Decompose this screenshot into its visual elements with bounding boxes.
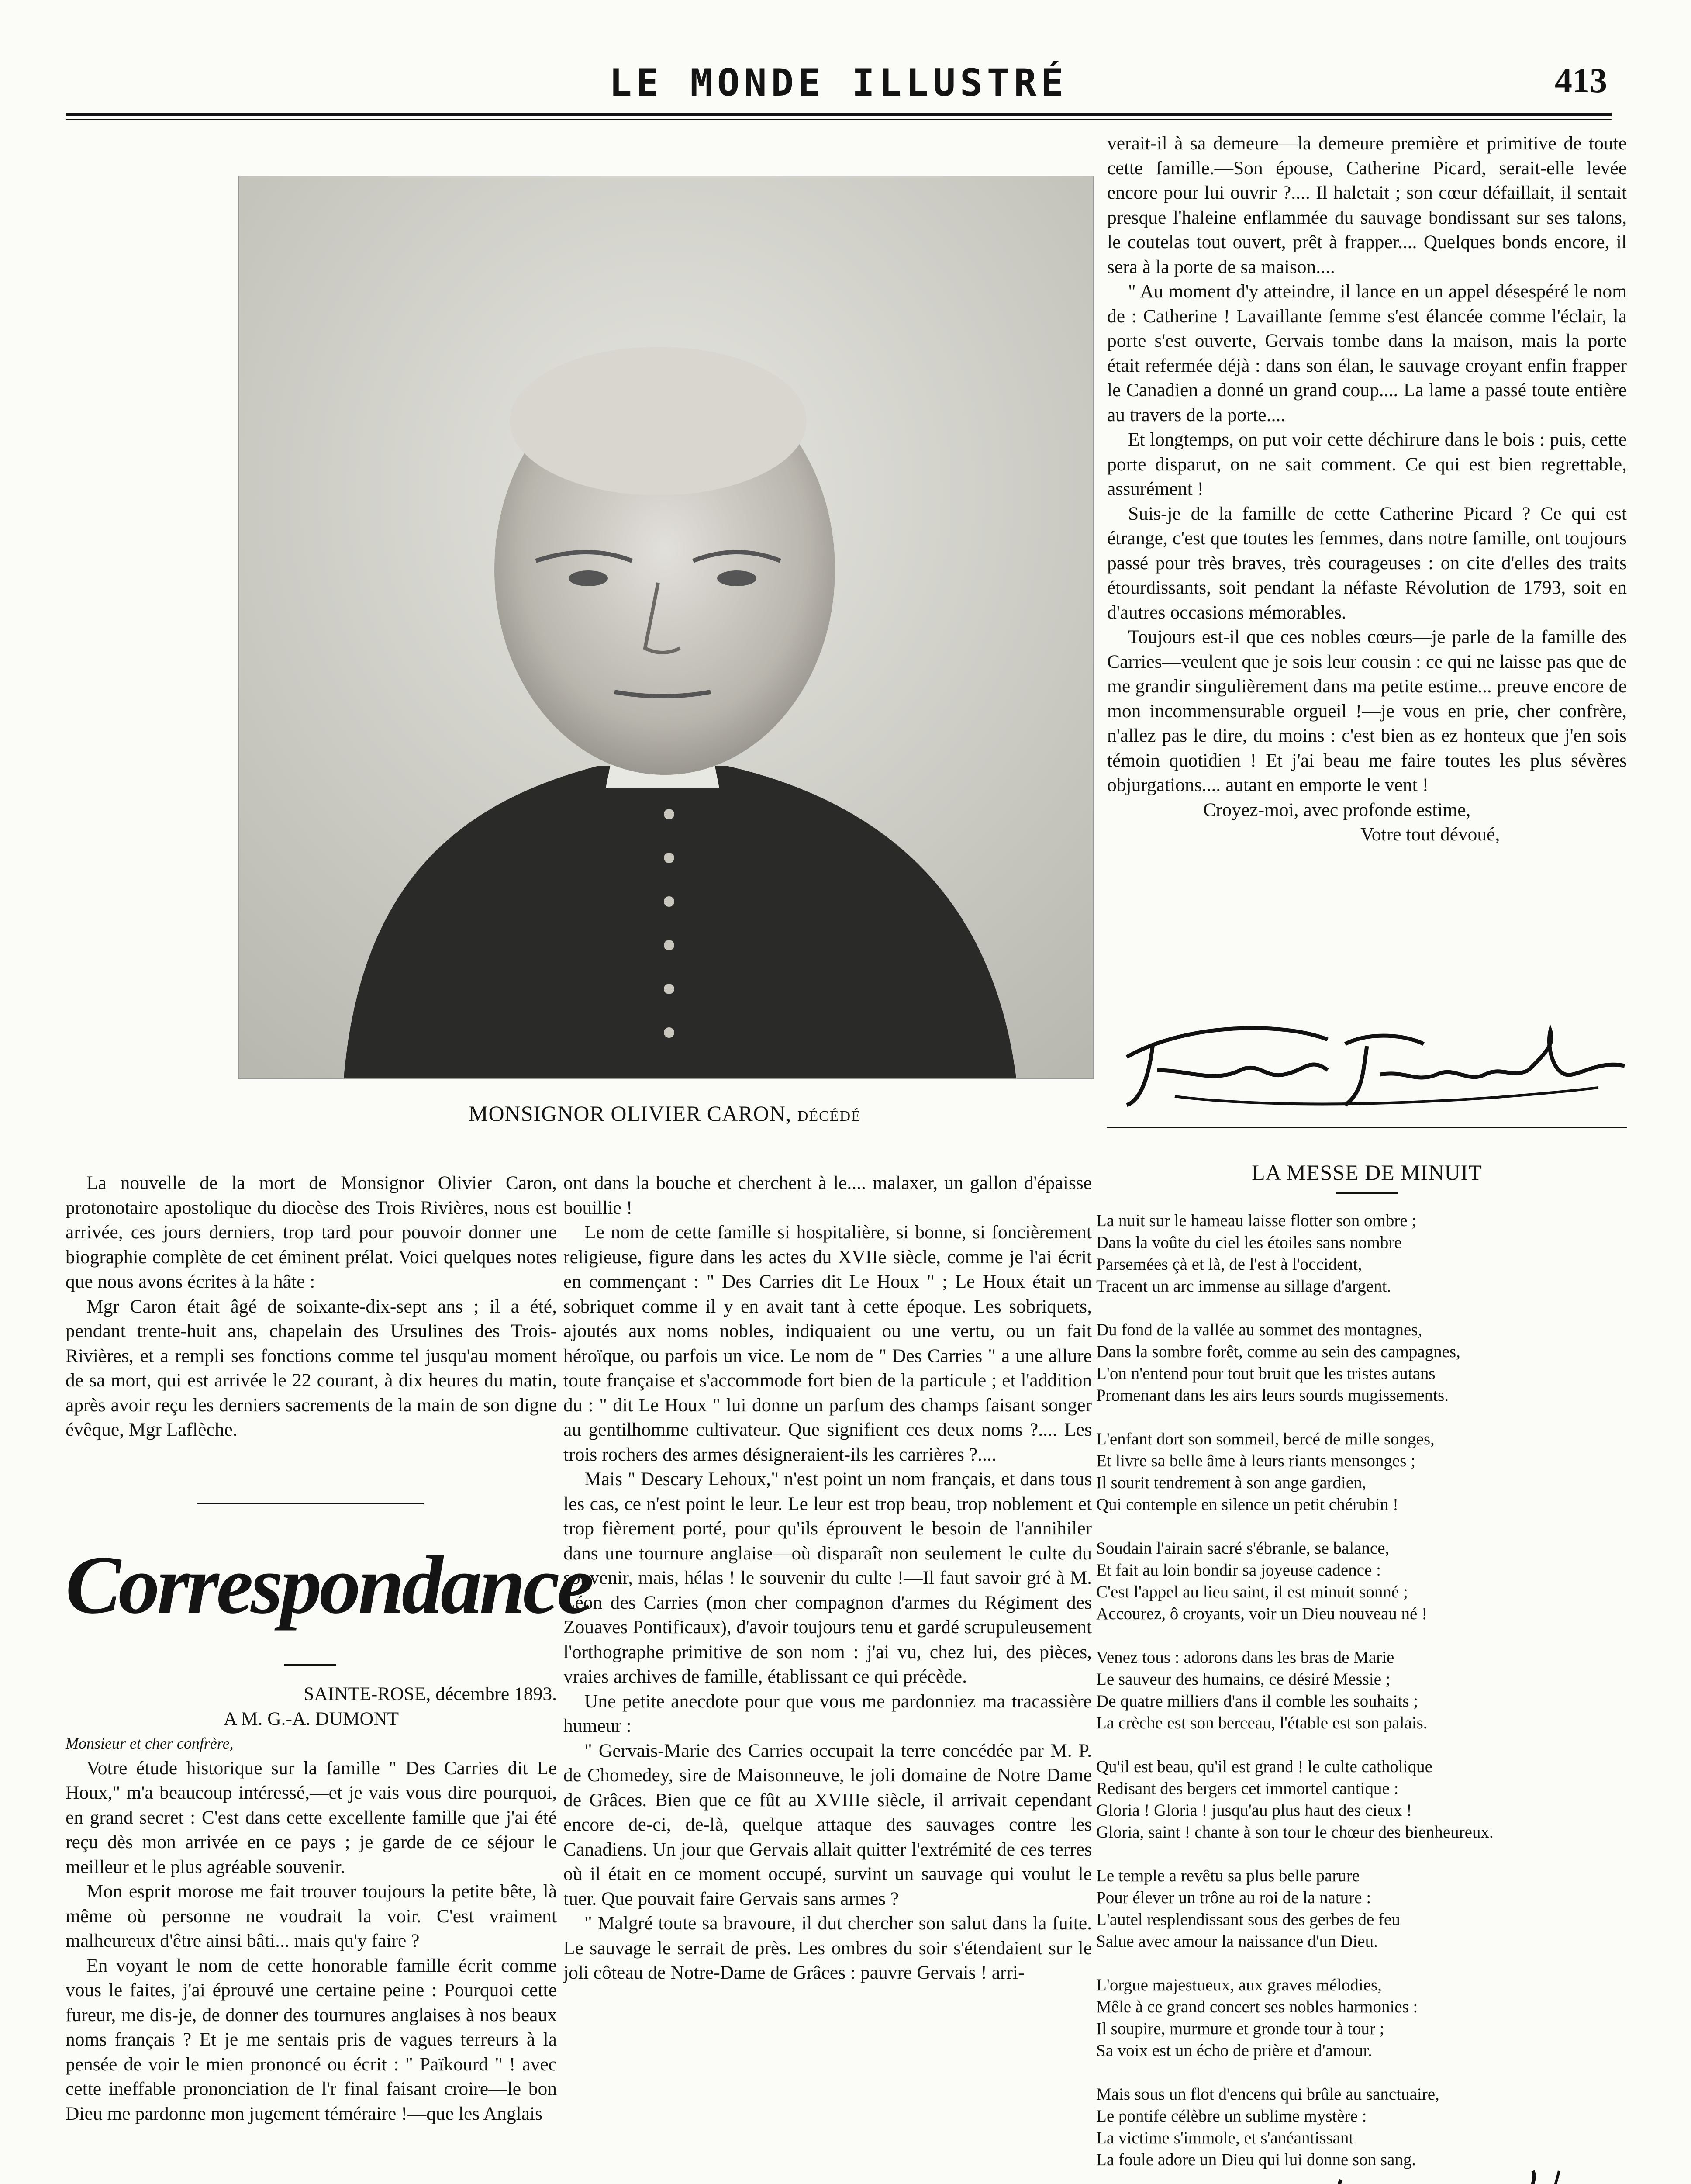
heading-underline — [284, 1664, 336, 1666]
poem-line: Et fait au loin bondir sa joyeuse cadence : — [1096, 1561, 1381, 1579]
closing-line: Croyez-moi, avec profonde estime, — [1203, 799, 1471, 820]
signature-mayrand — [1323, 2153, 1568, 2184]
letter-paragraph: " Gervais-Marie des Carries occupait la terre concédée par M. P. de Chomedey, sire de Maisonneuve, le joli domaine de Notre Dame de Grâces. Bien que ce fût au XVIIIe siècle, il arrivait cependant encore de-ci, de-là, quelque attaque des sauvages contre les Canadiens. Un jour que Gervais allait quitter l'extrémité de ces terres où il était en ce moment occupé, survint un sauvage qui voulut le tuer. Que pouvait faire Gervais sans armes ? — [563, 1740, 1092, 1909]
poem-line: Le sauveur des humains, ce désiré Messie ; — [1096, 1670, 1391, 1689]
poem-line: L'on n'entend pour tout bruit que les tristes autans — [1096, 1364, 1436, 1383]
poem-line: La nuit sur le hameau laisse flotter son ombre ; — [1096, 1211, 1417, 1230]
poem-stanza — [1096, 1210, 1633, 1297]
letter-paragraph: Et longtemps, on put voir cette déchirure dans le bois : puis, cette porte disparut, on ne sait comment. Ce qui est bien regrettable, assurément ! — [1107, 429, 1627, 499]
masthead — [66, 57, 1612, 109]
poem-line: Du fond de la vallée au sommet des montagnes, — [1096, 1320, 1422, 1339]
poem-line: Tracent un arc immense au sillage d'argent. — [1096, 1277, 1391, 1296]
caption-suffix: DÉCÉDÉ — [797, 1108, 861, 1124]
column-2-letter — [563, 1171, 1092, 1985]
poem-title: LA MESSE DE MINUIT — [1252, 1160, 1482, 1185]
poem-line: Il sourit tendrement à son ange gardien, — [1096, 1473, 1367, 1492]
letter-paragraph: " Malgré toute sa bravoure, il dut chercher son salut dans la fuite. Le sauvage le serrait de près. Les ombres du soir s'étendaient sur le joli côteau de Notre-Dame de Grâces : pauvre Gervais ! arri- — [563, 1913, 1092, 1983]
section-divider — [197, 1503, 424, 1504]
poem-line: Qu'il est beau, qu'il est grand ! le culte catholique — [1096, 1757, 1432, 1776]
correspondance-heading: Correspondance — [66, 1539, 591, 1631]
poem-title-underline — [1336, 1192, 1398, 1194]
poem-line: La foule adore un Dieu qui lui donne son sang. — [1096, 2150, 1416, 2169]
page-number: 413 — [1555, 62, 1607, 100]
letter-paragraph: En voyant le nom de cette honorable famille écrit comme vous le faites, j'ai éprouvé une certaine peine : Pourquoi cette fureur, me dis-je, de donner des tournures anglaises à nos beaux noms français ? Et je me sentais pris de vagues terreurs à la pensée de voir le mien prononcé ou écrit : " Païkourd " ! avec cette ineffable prononciation de l'r final faisant croire—le bon Dieu me pardonne mon jugement téméraire !—que les Anglais — [66, 1955, 557, 2124]
signature-drawing — [1101, 1005, 1633, 1118]
column-3-letter — [1107, 131, 1627, 847]
letter-paragraph: Mais " Descary Lehoux," n'est point un nom français, et dans tous les cas, ce n'est point le leur. Le leur est trop beau, trop noblement et trop fièrement porté, pour qu'ils éprouvent le besoin de l'annihiler dans une tournure anglaise—où disparaît non seulement le culte du souvenir, mais, hélas ! le souvenir du culte !—Il faut savoir gré à M. Léon des Carries (mon cher compagnon d'armes du Régiment des Zouaves Pontificaux), d'avoir toujours tenu et gardé scrupuleusement l'orthographe primitive de son nom : j'ai vu, chez lui, des pièces, vraies archives de famille, établissant ce qui précède. — [563, 1469, 1092, 1687]
poem-line: Le temple a revêtu sa plus belle parure — [1096, 1866, 1360, 1885]
signature-mayrand-drawing — [1323, 2153, 1568, 2184]
letter-paragraph: " Au moment d'y atteindre, il lance en un appel désespéré le nom de : Catherine ! Lavaillante femme s'est élancée comme l'éclair, la porte s'est ouverte, Gervais tombe dans la maison, mais la porte était refermée déjà : dans son élan, le sauvage croyant enfin frapper le Canadien a donné un grand coup.... La lame a passé toute entière au travers de la porte.... — [1107, 281, 1627, 425]
poem-line: Sa voix est un écho de prière et d'amour. — [1096, 2041, 1372, 2060]
poem-line: Le pontife célèbre un sublime mystère : — [1096, 2107, 1367, 2125]
poem-line: L'autel resplendissant sous des gerbes de feu — [1096, 1910, 1400, 1929]
poem-line: Dans la sombre forêt, comme au sein des campagnes, — [1096, 1342, 1460, 1361]
poem-line: Salue avec amour la naissance d'un Dieu. — [1096, 1932, 1378, 1951]
poem-line: Mêle à ce grand concert ses nobles harmonies : — [1096, 1997, 1418, 2016]
poem-body — [1096, 1210, 1633, 2184]
closing-line-2: Votre tout dévoué, — [1360, 824, 1500, 845]
poem-line: Gloria ! Gloria ! jusqu'au plus haut des cieux ! — [1096, 1801, 1412, 1820]
masthead-rule-thin — [66, 119, 1612, 120]
column-1-letter — [66, 1682, 557, 2126]
poem-line: Il soupire, murmure et gronde tour à tour ; — [1096, 2019, 1384, 2038]
poem-line: Accourez, ô croyants, voir un Dieu nouveau né ! — [1096, 1604, 1428, 1623]
poem-line: La victime s'immole, et s'anéantissant — [1096, 2129, 1354, 2147]
poem-line: Redisant des bergers cet immortel cantique : — [1096, 1779, 1399, 1798]
poem-stanza — [1096, 1538, 1633, 1625]
poem-stanza — [1096, 1319, 1633, 1406]
poem-line: La crèche est son berceau, l'étable est son palais. — [1096, 1714, 1428, 1732]
poem-line: L'orgue majestueux, aux graves mélodies, — [1096, 1976, 1382, 1994]
poem-line: L'enfant dort son sommeil, bercé de mille songes, — [1096, 1430, 1435, 1448]
poem-stanza — [1096, 1756, 1633, 1843]
poem-line: Dans la voûte du ciel les étoiles sans nombre — [1096, 1233, 1402, 1252]
poem-line: Venez tous : adorons dans les bras de Marie — [1096, 1648, 1394, 1667]
column-1-obituary — [66, 1171, 557, 1442]
masthead-rule — [66, 113, 1612, 116]
letter-paragraph: Une petite anecdote pour que vous me pardonniez ma tracassière humeur : — [563, 1690, 1092, 1736]
poem-line: Et livre sa belle âme à leurs riants mensonges ; — [1096, 1451, 1416, 1470]
letter-paragraph: verait-il à sa demeure—la demeure première et primitive de toute cette famille.—Son épouse, Catherine Picard, serait-elle levée encore pour lui ouvrir ?.... Il haletait ; son cœur défaillait, il sentait presque l'haleine enflammée du sauvage bondissant sur ses talons, le coutelas tout ouvert, prêt à frapper.... Quelques bonds encore, il sera à la porte de sa maison.... — [1107, 133, 1627, 277]
poem-line: Qui contemple en silence un petit chérubin ! — [1096, 1495, 1399, 1514]
poem-top-rule — [1107, 1127, 1627, 1128]
poem-line: Soudain l'airain sacré s'ébranle, se balance, — [1096, 1539, 1390, 1558]
poem-line: Mais sous un flot d'encens qui brûle au sanctuaire, — [1096, 2085, 1439, 2104]
portrait-illustration — [239, 176, 1093, 1078]
letter-paragraph: Votre étude historique sur la famille " Des Carries dit Le Houx," m'a beaucoup intéressé,—et je vais vous dire pourquoi, en grand secret : C'est dans cette excellente famille que j'ai été reçu dès mon arrivée en ce pays ; je garde de ce séjour le meilleur et le plus agréable souvenir. — [66, 1757, 557, 1877]
poem-stanza — [1096, 1865, 1633, 1952]
poem-line: Pour élever un trône au roi de la nature : — [1096, 1888, 1371, 1907]
salutation: Monsieur et cher confrère, — [66, 1735, 234, 1752]
letter-paragraph: Mon esprit morose me fait trouver toujours la petite bête, là même où personne ne voudrait la voir. C'est vraiment malheureux d'être ainsi bâti... mais qu'y faire ? — [66, 1881, 557, 1951]
poem-stanza — [1096, 1647, 1633, 1734]
portrait-photo — [238, 176, 1094, 1079]
signature-picard — [1101, 1005, 1633, 1118]
poem-line: Gloria, saint ! chante à son tour le chœur des bienheureux. — [1096, 1823, 1494, 1842]
portrait-caption — [238, 1101, 1092, 1126]
poem-line: De quatre milliers d'ans il comble les souhaits ; — [1096, 1692, 1418, 1711]
signature-text: Firmin Picard — [1367, 1014, 1391, 1019]
obituary-paragraph: La nouvelle de la mort de Monsignor Olivier Caron, protonotaire apostolique du diocèse des Trois Rivières, nous est arrivée, ces jours derniers, trop tard pour pouvoir donner une biographie complète de cet éminent prélat. Voici quelques notes que nous avons écrites à la hâte : — [66, 1172, 557, 1292]
poem-stanza — [1096, 1428, 1633, 1516]
addressee: A M. G.-A. DUMONT — [223, 1708, 399, 1729]
caption-main: MONSIGNOR OLIVIER CARON, — [469, 1101, 792, 1126]
obituary-paragraph: Mgr Caron était âgé de soixante-dix-sept ans ; il a été, pendant trente-huit ans, chapelain des Ursulines des Trois-Rivières, et a rempli ses fonctions comme tel jusqu'au moment de sa mort, qui est arrivée le 22 courant, à dix heures du matin, après avoir reçu les derniers sacrements de la main de son digne évêque, Mgr Laflèche. — [66, 1296, 557, 1440]
letter-paragraph: Suis-je de la famille de cette Catherine Picard ? Ce qui est étrange, c'est que toutes les femmes, dans notre famille, ont toujours passé pour très braves, très courageuses : on cite d'elles des traits étourdissants, soit pendant la néfaste Révolution de 1793, soit en d'autres occasions mémorables. — [1107, 503, 1627, 623]
letter-paragraph: ont dans la bouche et cherchent à le.... malaxer, un gallon d'épaisse bouillie ! — [563, 1172, 1092, 1218]
publication-title: LE MONDE ILLUSTRÉ — [609, 61, 1068, 105]
poem-stanza — [1096, 1974, 1633, 2062]
poem-line: Parsemées çà et là, de l'est à l'occident, — [1096, 1255, 1362, 1274]
letter-paragraph: Le nom de cette famille si hospitalière, si bonne, si foncièrement religieuse, figure dans les actes du XVIIe siècle, comme je l'ai écrit en commençant : " Des Carries dit Le Houx " ; Le Houx était un sobriquet comme il y en avait tant à cette époque. Les sobriquets, ajoutés aux noms nobles, indiquaient ou une vertu, ou un fait héroïque, ou parfois un vice. Le nom de " Des Carries " a une allure toute française et s'accommode fort bien de la particule ; et l'addition du : " dit Le Houx " lui donne un parfum des champs faisant songer au gentilhomme cultivateur. Que signifient ces deux noms ?.... Les trois rochers des armes désigneraient-ils les carrières ?.... — [563, 1222, 1092, 1465]
poem-line: C'est l'appel au lieu saint, il est minuit sonné ; — [1096, 1583, 1408, 1601]
dateline: SAINTE-ROSE, décembre 1893. — [304, 1683, 557, 1704]
poem-line: Promenant dans les airs leurs sourds mugissements. — [1096, 1386, 1449, 1405]
letter-paragraph: Toujours est-il que ces nobles cœurs—je parle de la famille des Carries—veulent que je sois leur cousin : ce qui ne laisse pas que de me grandir singulièrement dans ma petite estime... preuve encore de mon incommensurable orgueil !—je vous en prie, cher confrère, n'allez pas le dire, du moins : c'est bien as ez honteux que j'en sois témoin quotidien ! Et j'ai beau me faire toutes les plus sévères objurgations.... autant en emporte le vent ! — [1107, 626, 1627, 795]
